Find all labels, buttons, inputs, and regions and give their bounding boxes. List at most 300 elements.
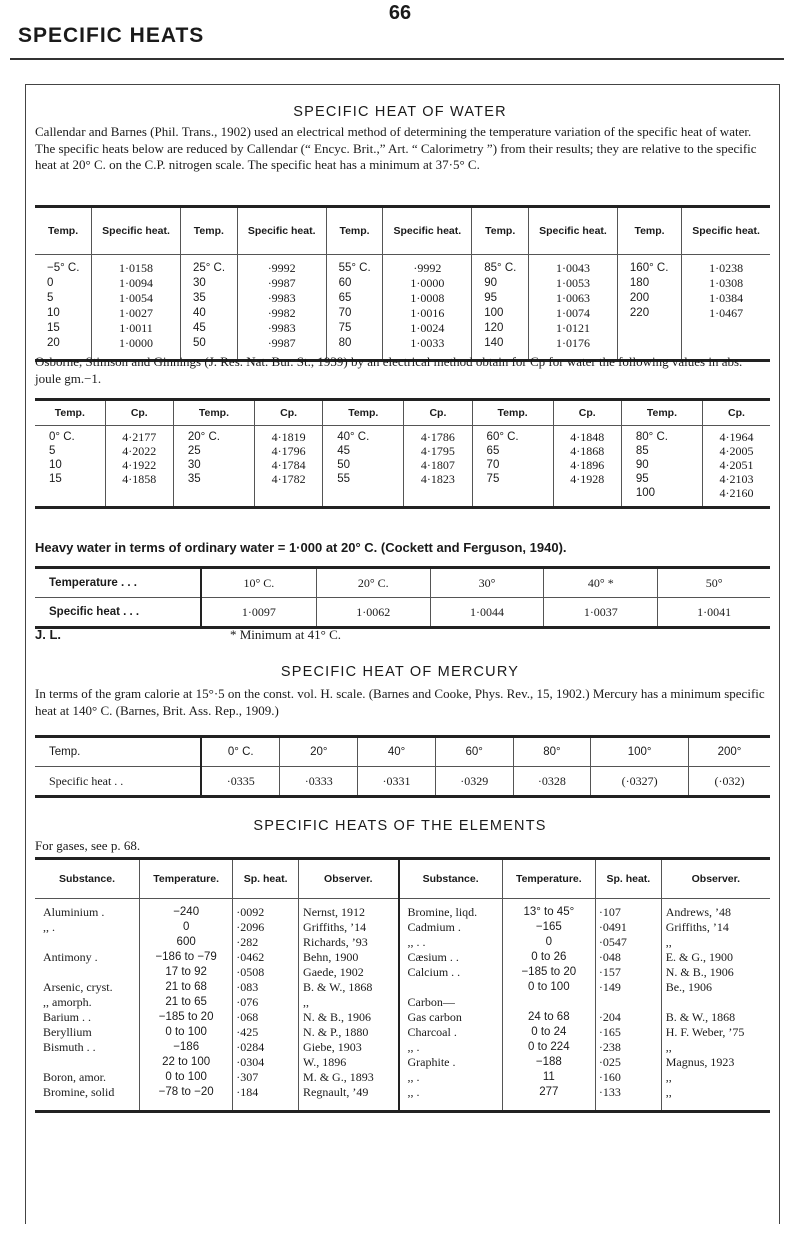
value-cell: ·9992 <box>237 255 326 277</box>
substance-cell: Arsenic, cryst. <box>43 980 113 994</box>
sp-heat-cell <box>595 995 661 1010</box>
column-header: Cp. <box>404 400 472 426</box>
temperature-cell: 17 to 92 <box>140 965 233 980</box>
heavy-value-cell: 1·0044 <box>430 598 544 628</box>
temperature-cell: 21 to 68 <box>140 980 233 995</box>
value-cell: 4·1819 <box>254 426 322 445</box>
mercury-temp-label: Temp. <box>35 737 201 767</box>
substance-cell: Bismuth . . <box>43 1040 96 1054</box>
value-cell: 4·1964 <box>702 426 770 445</box>
mercury-heat-label: Specific heat . . <box>35 767 201 797</box>
value-cell: 4·2160 <box>702 486 770 508</box>
table-row <box>35 1085 770 1112</box>
column-header: Specific heat. <box>529 207 618 255</box>
observer-cell: Behn, 1900 <box>299 950 399 965</box>
value-cell: 1·0033 <box>383 336 472 361</box>
column-header: Temp. <box>173 400 254 426</box>
temp-cell: 90 <box>472 276 529 291</box>
substance-cell <box>35 935 140 950</box>
column-header: Substance. <box>399 859 503 899</box>
substance-cell: ,, . <box>43 920 55 934</box>
observer-cell: H. F. Weber, ’75 <box>661 1025 770 1040</box>
table-row <box>35 920 770 935</box>
temp-cell: 100 <box>472 306 529 321</box>
table-row <box>35 950 770 965</box>
table-row <box>35 1055 770 1070</box>
temperature-cell: −186 <box>140 1040 233 1055</box>
column-header: Cp. <box>105 400 173 426</box>
observer-cell: Giebe, 1903 <box>299 1040 399 1055</box>
temp-cell: 15 <box>49 473 62 485</box>
value-cell: ·9983 <box>237 291 326 306</box>
sp-heat-cell: ·425 <box>233 1025 299 1040</box>
gases-note: For gases, see p. 68. <box>35 838 141 853</box>
substance-cell: ,, . <box>399 1085 503 1112</box>
temp-cell: 100 <box>621 486 702 508</box>
value-cell: 1·0008 <box>383 291 472 306</box>
substance-cell: Calcium . . <box>399 965 503 980</box>
temperature-cell: 0 to 26 <box>502 950 595 965</box>
sp-heat-cell: ·160 <box>595 1070 661 1085</box>
sp-heat-cell: ·107 <box>595 899 661 921</box>
observer-cell: Regnault, ’49 <box>299 1085 399 1112</box>
page-number: 66 <box>388 2 412 24</box>
substance-cell: Cadmium . <box>399 920 503 935</box>
column-header: Temp. <box>180 207 237 255</box>
value-cell: 1·0467 <box>682 306 770 321</box>
column-header: Cp. <box>702 400 770 426</box>
temperature-cell: 22 to 100 <box>140 1055 233 1070</box>
temp-cell: 50 <box>323 458 404 472</box>
temperature-cell: 0 to 100 <box>140 1025 233 1040</box>
specific-heat-row-label: Specific heat . . . <box>35 598 201 628</box>
mercury-value-cell: (·032) <box>689 767 770 797</box>
temp-cell: 180 <box>617 276 681 291</box>
value-cell: 4·1848 <box>553 426 621 445</box>
temperature-cell: −165 <box>502 920 595 935</box>
table-row <box>35 1070 770 1085</box>
value-cell: 4·2177 <box>105 426 173 445</box>
sp-heat-cell: ·0547 <box>595 935 661 950</box>
temperature-cell: 0 to 24 <box>502 1025 595 1040</box>
temperature-cell: 11 <box>502 1070 595 1085</box>
value-cell: ·9987 <box>237 276 326 291</box>
observer-cell <box>661 995 770 1010</box>
temp-cell: 25° C. <box>180 255 237 277</box>
substance-cell <box>35 965 140 980</box>
mercury-intro: In terms of the gram calorie at 15°·5 on the const. vol. H. scale. (Barnes and Cooke, Phys. Rev., 15, 1902.) Mercury has a minimum specific heat at 140° C. (Barnes, Brit. Ass. Rep., 1909.) <box>35 686 765 718</box>
temp-cell: 75 <box>472 472 553 486</box>
column-header: Specific heat. <box>383 207 472 255</box>
table-row <box>35 472 770 486</box>
temp-cell <box>617 321 681 336</box>
value-cell: 4·2005 <box>702 444 770 458</box>
column-header: Observer. <box>661 859 770 899</box>
temp-cell: 90 <box>621 458 702 472</box>
value-cell: 1·0000 <box>92 336 181 361</box>
value-cell: ·9983 <box>237 321 326 336</box>
temp-cell: 0° C. <box>49 431 75 443</box>
substance-cell: ,, . <box>399 1070 503 1085</box>
value-cell: 4·1858 <box>105 472 173 486</box>
observer-cell: Magnus, 1923 <box>661 1055 770 1070</box>
temperature-cell: 0 <box>502 935 595 950</box>
column-header: Specific heat. <box>237 207 326 255</box>
sp-heat-cell: ·307 <box>233 1070 299 1085</box>
temp-cell: 200 <box>617 291 681 306</box>
observer-cell: ,, <box>661 1085 770 1112</box>
observer-cell: Be., 1906 <box>661 980 770 995</box>
temp-cell: 25 <box>173 444 254 458</box>
column-header: Temp. <box>323 400 404 426</box>
temp-cell: 80 <box>326 336 383 361</box>
temp-cell: 5 <box>49 445 56 457</box>
observer-cell: Nernst, 1912 <box>299 899 399 921</box>
temperature-cell: 277 <box>502 1085 595 1112</box>
sp-heat-cell: ·076 <box>233 995 299 1010</box>
temperature-row-label: Temperature . . . <box>35 568 201 598</box>
value-cell: 4·1922 <box>105 458 173 472</box>
table-row <box>35 1040 770 1055</box>
value-cell: 1·0016 <box>383 306 472 321</box>
column-header: Temp. <box>35 207 92 255</box>
sp-heat-cell: ·0092 <box>233 899 299 921</box>
heavy-temp-cell: 10° C. <box>201 568 316 598</box>
value-cell: 4·1896 <box>553 458 621 472</box>
temp-cell: 220 <box>617 306 681 321</box>
value-cell: 1·0384 <box>682 291 770 306</box>
observer-cell: Andrews, ’48 <box>661 899 770 921</box>
column-header: Temp. <box>35 400 105 426</box>
heavy-water-note: Heavy water in terms of ordinary water = 1·000 at 20° C. (Cockett and Ferguson, 1940). <box>35 540 567 555</box>
sp-heat-cell: ·204 <box>595 1010 661 1025</box>
temperature-cell: −185 to 20 <box>140 1010 233 1025</box>
value-cell: 1·0176 <box>529 336 618 361</box>
sp-heat-cell: ·025 <box>595 1055 661 1070</box>
signature-initials: J. L. <box>35 627 62 642</box>
table-row <box>35 486 770 508</box>
temperature-cell: 600 <box>140 935 233 950</box>
observer-cell: ,, <box>661 1040 770 1055</box>
sp-heat-cell: ·133 <box>595 1085 661 1112</box>
temp-cell: 10 <box>49 459 62 471</box>
temp-cell <box>323 486 404 508</box>
substance-cell <box>35 1055 140 1070</box>
value-cell: 4·1868 <box>553 444 621 458</box>
mercury-temp-cell: 0° C. <box>201 737 280 767</box>
water-cp-table <box>35 398 770 509</box>
mercury-temp-cell: 80° <box>513 737 591 767</box>
temperature-cell: −188 <box>502 1055 595 1070</box>
mercury-value-cell: (·0327) <box>591 767 689 797</box>
substance-cell <box>399 980 503 995</box>
column-header: Observer. <box>299 859 399 899</box>
temp-cell: 60 <box>326 276 383 291</box>
observer-cell: N. & B., 1906 <box>299 1010 399 1025</box>
heavy-value-cell: 1·0097 <box>201 598 316 628</box>
table-row <box>35 306 770 321</box>
value-cell: 4·1807 <box>404 458 472 472</box>
temperature-cell: 13° to 45° <box>502 899 595 921</box>
value-cell <box>404 486 472 508</box>
value-cell: 4·1786 <box>404 426 472 445</box>
temp-cell: 70 <box>472 458 553 472</box>
substance-cell: Bromine, solid <box>43 1085 115 1099</box>
sp-heat-cell: ·149 <box>595 980 661 995</box>
sp-heat-cell: ·184 <box>233 1085 299 1112</box>
value-cell: 1·0054 <box>92 291 181 306</box>
value-cell: 1·0000 <box>383 276 472 291</box>
column-header: Temperature. <box>140 859 233 899</box>
water-specific-heat-table <box>35 205 770 362</box>
temp-cell: 160° C. <box>617 255 681 277</box>
sp-heat-cell: ·0508 <box>233 965 299 980</box>
substance-cell: Antimony . <box>43 950 98 964</box>
value-cell: 1·0238 <box>682 255 770 277</box>
column-header: Temp. <box>617 207 681 255</box>
value-cell: ·9982 <box>237 306 326 321</box>
heavy-temp-cell: 40° * <box>544 568 658 598</box>
sp-heat-cell: ·0491 <box>595 920 661 935</box>
sp-heat-cell: ·048 <box>595 950 661 965</box>
value-cell <box>553 486 621 508</box>
header-rule <box>10 58 784 60</box>
value-cell <box>254 486 322 508</box>
observer-cell: W., 1896 <box>299 1055 399 1070</box>
value-cell: 4·1823 <box>404 472 472 486</box>
observer-cell: Gaede, 1902 <box>299 965 399 980</box>
temperature-cell: −185 to 20 <box>502 965 595 980</box>
mercury-value-cell: ·0335 <box>201 767 280 797</box>
value-cell: 1·0053 <box>529 276 618 291</box>
sp-heat-cell: ·083 <box>233 980 299 995</box>
temp-cell: 55 <box>323 472 404 486</box>
table-row <box>35 291 770 306</box>
table-row <box>35 935 770 950</box>
value-cell <box>682 321 770 336</box>
column-header: Specific heat. <box>682 207 770 255</box>
substance-cell: Cæsium . . <box>399 950 503 965</box>
temperature-cell: −240 <box>140 899 233 921</box>
temp-cell: 0 <box>47 277 54 289</box>
mercury-temp-cell: 20° <box>280 737 358 767</box>
table-row <box>35 426 770 445</box>
temp-cell: 10 <box>47 307 60 319</box>
temperature-cell: 0 to 100 <box>502 980 595 995</box>
temp-cell: 50 <box>180 336 237 361</box>
substance-cell: ,, . <box>399 1040 503 1055</box>
temperature-cell: 24 to 68 <box>502 1010 595 1025</box>
substance-cell: Gas carbon <box>399 1010 503 1025</box>
value-cell: 4·1796 <box>254 444 322 458</box>
mercury-temp-cell: 60° <box>435 737 513 767</box>
mercury-temp-cell: 40° <box>358 737 436 767</box>
table-row <box>35 980 770 995</box>
temp-cell: 95 <box>621 472 702 486</box>
temp-cell: 40 <box>180 306 237 321</box>
running-header: SPECIFIC HEATS <box>18 24 205 47</box>
temperature-cell: 0 <box>140 920 233 935</box>
table-row <box>35 1010 770 1025</box>
substance-cell: Bromine, liqd. <box>399 899 503 921</box>
value-cell: ·9992 <box>383 255 472 277</box>
sp-heat-cell: ·282 <box>233 935 299 950</box>
temp-cell: 45 <box>323 444 404 458</box>
value-cell: 1·0027 <box>92 306 181 321</box>
observer-cell: B. & W., 1868 <box>299 980 399 995</box>
temp-cell: 75 <box>326 321 383 336</box>
table-row <box>35 899 770 921</box>
value-cell: 1·0121 <box>529 321 618 336</box>
heavy-value-cell: 1·0041 <box>658 598 770 628</box>
value-cell: 4·1784 <box>254 458 322 472</box>
substance-cell: Barium . . <box>43 1010 91 1024</box>
temp-cell: 65 <box>472 444 553 458</box>
value-cell <box>105 486 173 508</box>
substance-cell: Aluminium . <box>43 905 105 919</box>
observer-cell: N. & B., 1906 <box>661 965 770 980</box>
sp-heat-cell: ·238 <box>595 1040 661 1055</box>
sp-heat-cell: ·0462 <box>233 950 299 965</box>
observer-cell: E. & G., 1900 <box>661 950 770 965</box>
table-row <box>35 965 770 980</box>
column-header: Temp. <box>326 207 383 255</box>
heavy-temp-cell: 50° <box>658 568 770 598</box>
mercury-temp-cell: 100° <box>591 737 689 767</box>
heavy-value-cell: 1·0062 <box>316 598 430 628</box>
temp-cell: 85° C. <box>472 255 529 277</box>
temp-cell: 15 <box>47 322 60 334</box>
value-cell: 1·0063 <box>529 291 618 306</box>
temp-cell: 55° C. <box>326 255 383 277</box>
temp-cell: 45 <box>180 321 237 336</box>
mercury-table <box>35 735 770 798</box>
value-cell: 4·1928 <box>553 472 621 486</box>
value-cell: 1·0094 <box>92 276 181 291</box>
temperature-cell: −78 to −20 <box>140 1085 233 1112</box>
temp-cell: 85 <box>621 444 702 458</box>
table-row <box>35 995 770 1010</box>
temperature-cell: 0 to 100 <box>140 1070 233 1085</box>
temp-cell: 95 <box>472 291 529 306</box>
temp-cell <box>472 486 553 508</box>
temp-cell: 80° C. <box>621 426 702 445</box>
value-cell: 1·0158 <box>92 255 181 277</box>
column-header: Sp. heat. <box>233 859 299 899</box>
heavy-temp-cell: 20° C. <box>316 568 430 598</box>
value-cell: 4·2022 <box>105 444 173 458</box>
value-cell: 4·2051 <box>702 458 770 472</box>
table-row <box>35 444 770 458</box>
sp-heat-cell: ·0304 <box>233 1055 299 1070</box>
column-header: Sp. heat. <box>595 859 661 899</box>
value-cell: 1·0043 <box>529 255 618 277</box>
water-heading: SPECIFIC HEAT OF WATER <box>293 104 507 120</box>
table-row <box>35 321 770 336</box>
heavy-temp-cell: 30° <box>430 568 544 598</box>
heavy-water-table <box>35 566 770 629</box>
column-header: Cp. <box>553 400 621 426</box>
column-header: Substance. <box>35 859 140 899</box>
observer-cell: Griffiths, ’14 <box>299 920 399 935</box>
temp-cell: −5° C. <box>47 262 80 274</box>
value-cell: 1·0024 <box>383 321 472 336</box>
value-cell: 4·1795 <box>404 444 472 458</box>
table-row <box>35 255 770 277</box>
value-cell: 1·0011 <box>92 321 181 336</box>
osborne-paragraph: Osborne, Stimson and Ginnings (J. Res. Nat. Bur. St., 1939) by an electrical method obtain for Cp for water the following values in abs. joule gm.−1. <box>35 354 743 386</box>
temperature-cell <box>502 995 595 1010</box>
observer-cell: ,, <box>661 1070 770 1085</box>
value-cell: 1·0308 <box>682 276 770 291</box>
sp-heat-cell: ·068 <box>233 1010 299 1025</box>
mercury-value-cell: ·0331 <box>358 767 436 797</box>
column-header: Temp. <box>621 400 702 426</box>
mercury-value-cell: ·0329 <box>435 767 513 797</box>
sp-heat-cell: ·2096 <box>233 920 299 935</box>
temp-cell: 20° C. <box>173 426 254 445</box>
observer-cell: ,, <box>661 935 770 950</box>
temp-cell <box>173 486 254 508</box>
substance-cell: Graphite . <box>399 1055 503 1070</box>
substance-cell: ,, . . <box>399 935 503 950</box>
temperature-cell: 21 to 65 <box>140 995 233 1010</box>
value-cell: 4·2103 <box>702 472 770 486</box>
observer-cell: Griffiths, ’14 <box>661 920 770 935</box>
temp-cell: 30 <box>180 276 237 291</box>
temp-cell: 5 <box>47 292 54 304</box>
elements-table <box>35 857 770 1113</box>
temp-cell: 120 <box>472 321 529 336</box>
observer-cell: ,, <box>299 995 399 1010</box>
substance-cell: Charcoal . <box>399 1025 503 1040</box>
water-intro: Callendar and Barnes (Phil. Trans., 1902) used an electrical method of determining the temperature variation of the specific heat of water. The specific heats below are reduced by Callendar (“ Encyc. Brit.,” Art. “ Calorimetry ”) from their results; they are relative to the specific heat at 20° C. on the C.P. nitrogen scale. The specific heat has a minimum at 37·5° C. <box>35 124 757 172</box>
table-row <box>35 1025 770 1040</box>
mercury-value-cell: ·0333 <box>280 767 358 797</box>
observer-cell: M. & G., 1893 <box>299 1070 399 1085</box>
observer-cell: Richards, ’93 <box>299 935 399 950</box>
column-header: Temperature. <box>502 859 595 899</box>
sp-heat-cell: ·165 <box>595 1025 661 1040</box>
mercury-heading: SPECIFIC HEAT OF MERCURY <box>280 664 520 680</box>
substance-cell: Carbon— <box>399 995 503 1010</box>
column-header: Temp. <box>472 400 553 426</box>
temp-cell: 70 <box>326 306 383 321</box>
table-row <box>35 276 770 291</box>
temp-cell: 60° C. <box>472 426 553 445</box>
elements-heading: SPECIFIC HEATS OF THE ELEMENTS <box>253 818 547 834</box>
temp-cell: 140 <box>472 336 529 361</box>
temp-cell: 65 <box>326 291 383 306</box>
value-cell: 4·1782 <box>254 472 322 486</box>
mercury-temp-cell: 200° <box>689 737 770 767</box>
heavy-value-cell: 1·0037 <box>544 598 658 628</box>
observer-cell: N. & P., 1880 <box>299 1025 399 1040</box>
value-cell: 1·0074 <box>529 306 618 321</box>
table-row <box>35 458 770 472</box>
observer-cell: B. & W., 1868 <box>661 1010 770 1025</box>
sp-heat-cell: ·157 <box>595 965 661 980</box>
column-header: Specific heat. <box>92 207 181 255</box>
temp-cell: 20 <box>47 337 60 349</box>
sp-heat-cell: ·0284 <box>233 1040 299 1055</box>
column-header: Cp. <box>254 400 322 426</box>
column-header: Temp. <box>472 207 529 255</box>
temp-cell: 35 <box>173 472 254 486</box>
temp-cell <box>35 486 105 508</box>
substance-cell: ,, amorph. <box>43 995 92 1009</box>
substance-cell: Beryllium <box>43 1025 92 1039</box>
